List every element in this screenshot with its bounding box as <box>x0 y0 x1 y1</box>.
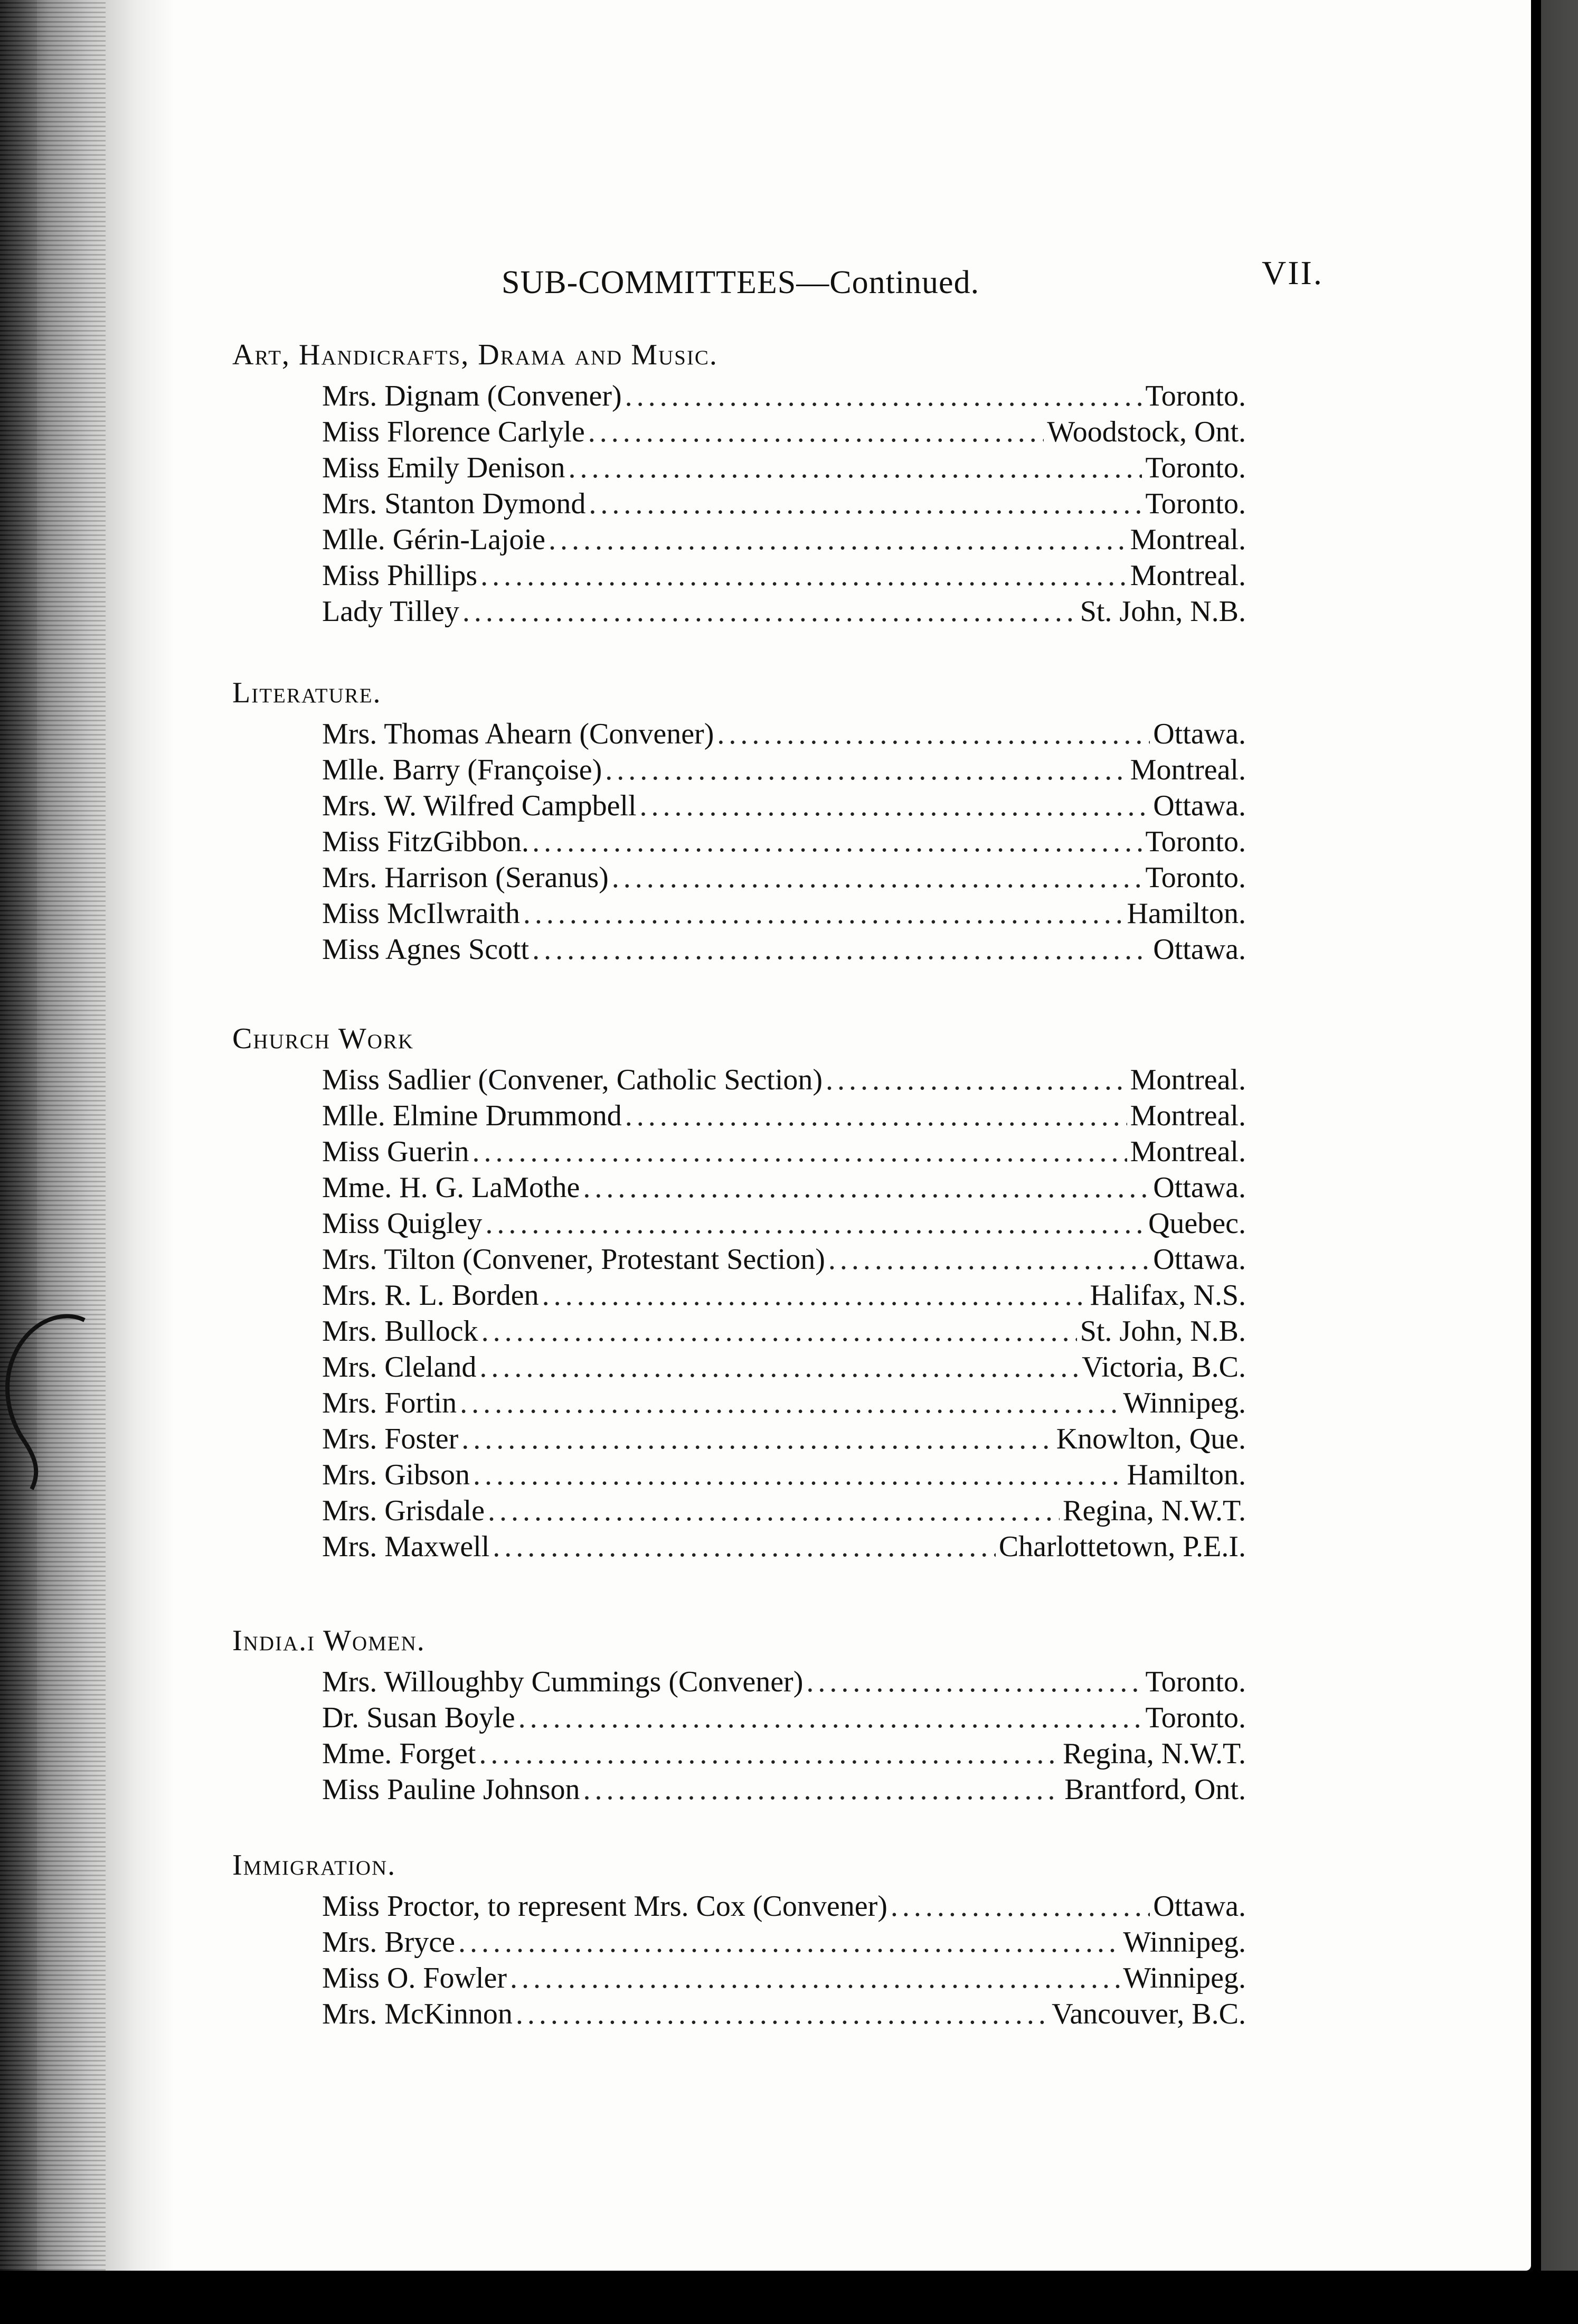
member-place: Toronto. <box>1145 825 1246 858</box>
member-place: Winnipeg. <box>1123 1926 1246 1959</box>
member-place: Quebec. <box>1148 1207 1246 1240</box>
member-place: Brantford, Ont. <box>1064 1773 1246 1806</box>
member-place: St. John, N.B. <box>1080 1315 1246 1348</box>
member-name: Mrs. McKinnon <box>322 1998 513 2030</box>
list-item <box>322 1773 1246 1809</box>
leader-dots <box>583 1171 1150 1205</box>
member-place: Hamilton. <box>1127 897 1246 930</box>
member-place: Regina, N.W.T. <box>1063 1737 1246 1770</box>
member-name: Miss Quigley <box>322 1207 483 1240</box>
member-name: Mrs. Stanton Dymond <box>322 487 586 520</box>
member-name: Miss Sadlier (Convener, Catholic Section) <box>322 1064 823 1096</box>
leader-dots <box>826 1063 1127 1097</box>
member-name: Mrs. Harrison (Seranus) <box>322 861 609 894</box>
member-name: Miss Agnes Scott <box>322 933 530 966</box>
member-name: Mrs. Dignam (Convener) <box>322 380 622 412</box>
list-item <box>322 1350 1246 1386</box>
member-place: Ottawa. <box>1153 933 1246 966</box>
leader-dots <box>717 717 1150 751</box>
leader-dots <box>461 1422 1053 1456</box>
section-heading: Literature. <box>232 676 382 709</box>
leader-dots <box>488 1494 1060 1528</box>
list-item <box>322 451 1246 487</box>
member-name: Mrs. R. L. Borden <box>322 1279 539 1312</box>
leader-dots <box>568 451 1142 485</box>
leader-dots <box>485 1207 1145 1240</box>
member-name: Mrs. Gibson <box>322 1459 470 1491</box>
member-name: Miss Guerin <box>322 1135 469 1168</box>
member-place: Winnipeg. <box>1123 1962 1246 1994</box>
member-name: Dr. Susan Boyle <box>322 1701 515 1734</box>
member-place: Winnipeg. <box>1123 1387 1246 1419</box>
list-item <box>322 1665 1246 1701</box>
member-place: Ottawa. <box>1153 789 1246 822</box>
member-name: Mrs. Bryce <box>322 1926 455 1959</box>
member-name: Mrs. Cleland <box>322 1351 477 1384</box>
leader-dots <box>612 861 1142 895</box>
leader-dots <box>605 753 1127 787</box>
list-item <box>322 1997 1246 2033</box>
leader-dots <box>480 559 1127 592</box>
member-place: Knowlton, Que. <box>1056 1423 1246 1455</box>
member-place: Toronto. <box>1145 487 1246 520</box>
member-name: Mrs. Tilton (Convener, Protestant Section) <box>322 1243 825 1276</box>
member-name: Miss Phillips <box>322 559 478 592</box>
gutter-texture <box>0 0 106 2271</box>
member-place: Toronto. <box>1145 1666 1246 1698</box>
member-place: Toronto. <box>1145 861 1246 894</box>
list-item <box>322 1458 1246 1494</box>
member-name: Miss Emily Denison <box>322 451 565 484</box>
section-art-handicrafts <box>232 338 1246 631</box>
member-place: Montreal. <box>1130 1099 1246 1132</box>
member-place: Hamilton. <box>1127 1459 1246 1491</box>
member-name: Miss Pauline Johnson <box>322 1773 580 1806</box>
member-name: Mrs. W. Wilfred Campbell <box>322 789 637 822</box>
member-place: Vancouver, B.C. <box>1052 1998 1246 2030</box>
list-item <box>322 1925 1246 1961</box>
member-name: Mme. H. G. LaMothe <box>322 1171 580 1204</box>
leader-dots <box>625 379 1142 413</box>
list-item <box>322 1278 1246 1314</box>
member-name: Miss Florence Carlyle <box>322 416 585 448</box>
leader-dots <box>532 825 1142 859</box>
member-place: Charlottetown, P.E.I. <box>998 1530 1246 1563</box>
leader-dots <box>458 1925 1120 1959</box>
member-place: Toronto. <box>1145 380 1246 412</box>
member-name: Lady Tilley <box>322 595 459 628</box>
list-item <box>322 1171 1246 1207</box>
leader-dots <box>588 415 1044 449</box>
list-item <box>322 1530 1246 1566</box>
section-heading: Church Work <box>232 1022 414 1055</box>
list-item <box>322 595 1246 631</box>
list-item <box>322 1961 1246 1997</box>
list-item <box>322 933 1246 968</box>
list-item <box>322 1422 1246 1458</box>
member-place: Montreal. <box>1130 1135 1246 1168</box>
bracket-mark <box>0 1310 90 1500</box>
page-right-edge <box>1541 0 1578 2271</box>
member-name: Mrs. Willoughby Cummings (Convener) <box>322 1666 804 1698</box>
leader-dots <box>518 1701 1142 1735</box>
leader-dots <box>479 1350 1079 1384</box>
leader-dots <box>516 1997 1048 2031</box>
leader-dots <box>828 1243 1150 1276</box>
list-item <box>322 379 1246 415</box>
section-heading: Immigration. <box>232 1849 396 1881</box>
member-place: Woodstock, Ont. <box>1047 416 1246 448</box>
member-name: Miss Proctor, to represent Mrs. Cox (Convener) <box>322 1890 887 1923</box>
list-item <box>322 415 1246 451</box>
list-item <box>322 825 1246 861</box>
list-item <box>322 1135 1246 1171</box>
member-place: Montreal. <box>1130 754 1246 786</box>
list-item <box>322 1494 1246 1530</box>
member-name: Mlle. Barry (Françoise) <box>322 754 602 786</box>
section-literature <box>232 676 1246 968</box>
member-name: Mlle. Gérin-Lajoie <box>322 523 545 556</box>
member-name: Mrs. Fortin <box>322 1387 457 1419</box>
member-name: Mme. Forget <box>322 1737 476 1770</box>
list-item <box>322 717 1246 753</box>
leader-dots <box>523 897 1124 930</box>
list-item <box>322 1386 1246 1422</box>
list-item <box>322 559 1246 595</box>
section-church-work <box>232 1022 1246 1566</box>
member-name: Miss McIlwraith <box>322 897 520 930</box>
list-item <box>322 1889 1246 1925</box>
leader-dots <box>472 1135 1127 1169</box>
member-place: Ottawa. <box>1153 1171 1246 1204</box>
member-name: Mrs. Grisdale <box>322 1494 485 1527</box>
member-name: Mlle. Elmine Drummond <box>322 1099 622 1132</box>
member-place: Toronto. <box>1145 451 1246 484</box>
list-item <box>322 1737 1246 1773</box>
leader-dots <box>625 1099 1127 1133</box>
member-name: Mrs. Maxwell <box>322 1530 490 1563</box>
list-item <box>322 1063 1246 1099</box>
list-item <box>322 861 1246 897</box>
member-place: Halifax, N.S. <box>1090 1279 1246 1312</box>
member-place: Montreal. <box>1130 559 1246 592</box>
list-item <box>322 1701 1246 1737</box>
section-heading: India.i Women. <box>232 1624 426 1657</box>
list-item <box>322 1314 1246 1350</box>
list-item <box>322 1207 1246 1243</box>
leader-dots <box>493 1530 996 1564</box>
member-place: Toronto. <box>1145 1701 1246 1734</box>
member-place: Montreal. <box>1130 523 1246 556</box>
leader-dots <box>583 1773 1062 1806</box>
leader-dots <box>473 1458 1123 1492</box>
section-immigration <box>232 1848 1246 2033</box>
member-place: Victoria, B.C. <box>1082 1351 1246 1384</box>
leader-dots <box>532 933 1150 966</box>
leader-dots <box>510 1961 1120 1995</box>
leader-dots <box>481 1314 1077 1348</box>
leader-dots <box>479 1737 1060 1771</box>
page-number: VII. <box>1262 254 1324 291</box>
list-item <box>322 487 1246 523</box>
leader-dots <box>460 1386 1120 1420</box>
member-place: Regina, N.W.T. <box>1063 1494 1246 1527</box>
section-heading: Art, Handicrafts, Drama and Music. <box>232 338 718 371</box>
member-place: St. John, N.B. <box>1080 595 1246 628</box>
list-item <box>322 789 1246 825</box>
leader-dots <box>640 789 1150 823</box>
list-item <box>322 523 1246 559</box>
list-item <box>322 753 1246 789</box>
leader-dots <box>462 595 1077 628</box>
member-place: Montreal. <box>1130 1064 1246 1096</box>
leader-dots <box>891 1889 1150 1923</box>
member-name: Mrs. Bullock <box>322 1315 478 1348</box>
list-item <box>322 1243 1246 1278</box>
member-place: Ottawa. <box>1153 1243 1246 1276</box>
member-name: Miss O. Fowler <box>322 1962 507 1994</box>
leader-dots <box>806 1665 1142 1699</box>
running-title: SUB-COMMITTEES—Continued. <box>502 265 980 300</box>
member-place: Ottawa. <box>1153 718 1246 750</box>
member-name: Mrs. Thomas Ahearn (Convener) <box>322 718 714 750</box>
list-item <box>322 1099 1246 1135</box>
leader-dots <box>542 1278 1087 1312</box>
leader-dots <box>589 487 1142 521</box>
member-place: Ottawa. <box>1153 1890 1246 1923</box>
leader-dots <box>549 523 1127 557</box>
list-item <box>322 897 1246 933</box>
section-indian-women <box>232 1624 1246 1809</box>
member-name: Miss FitzGibbon. <box>322 825 530 858</box>
member-name: Mrs. Foster <box>322 1423 459 1455</box>
